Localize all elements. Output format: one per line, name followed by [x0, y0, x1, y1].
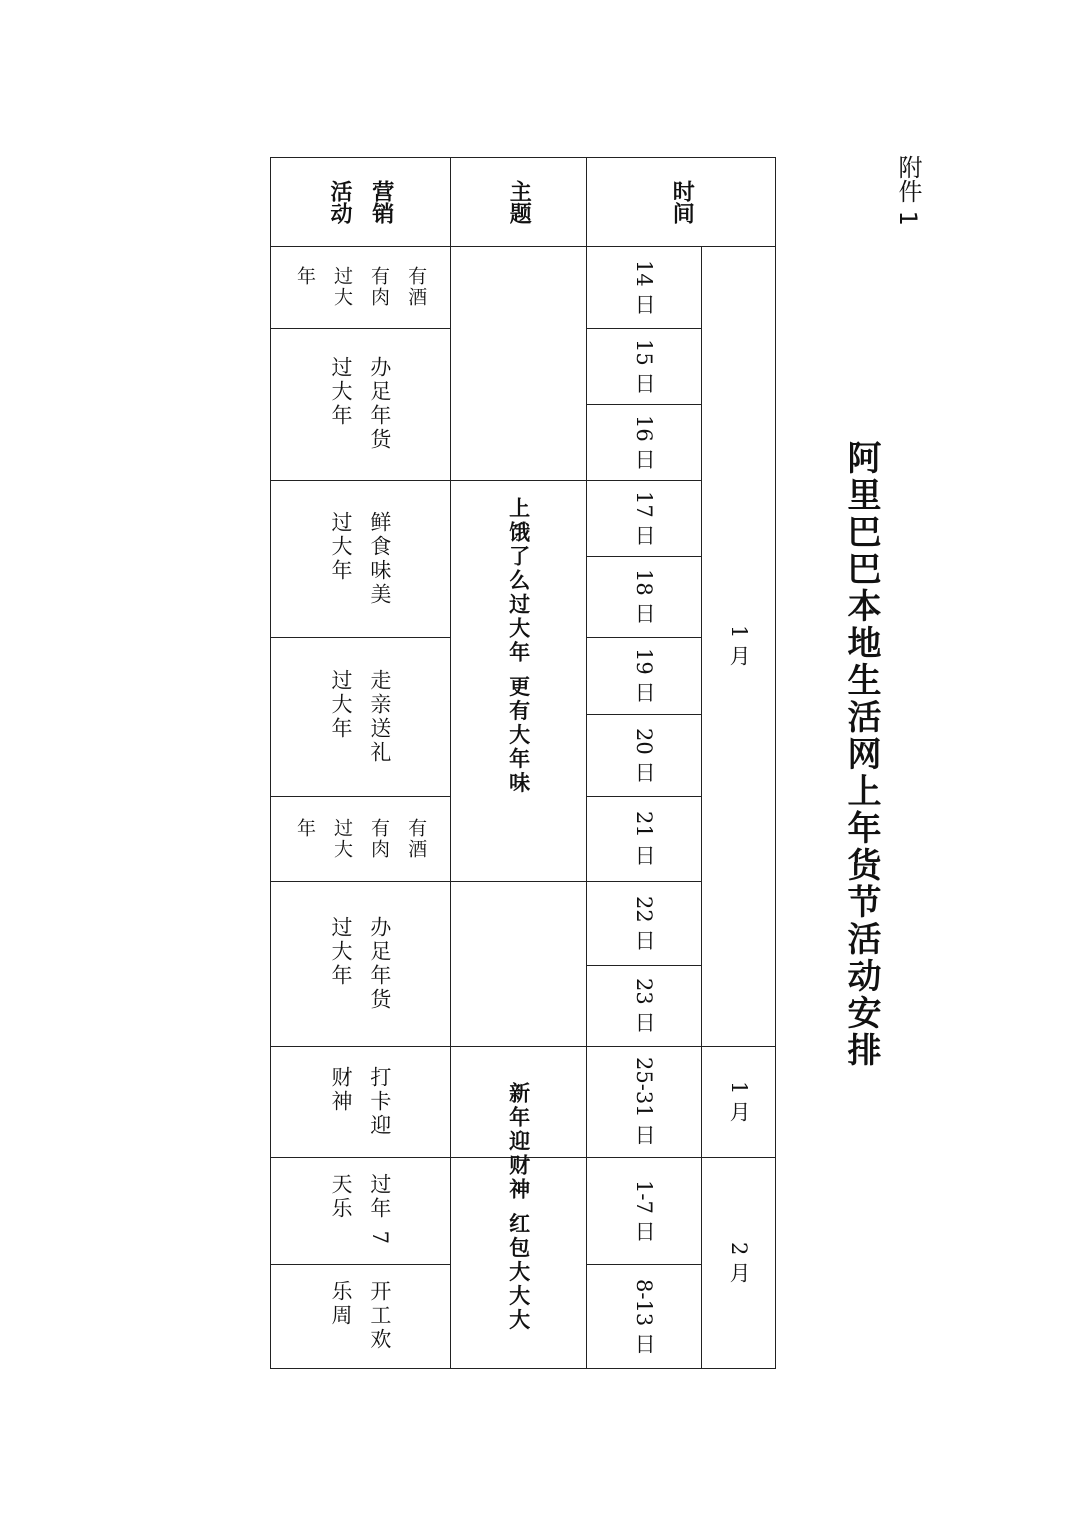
day-cell: 20 日 — [632, 727, 657, 783]
day-cell: 14 日 — [632, 259, 657, 315]
month-cell: 1 月 — [727, 625, 752, 667]
theme-cell: 上饿了么过大年 更有大年味 — [506, 496, 531, 796]
day-cell: 19 日 — [632, 648, 657, 703]
theme-cell: 新年迎财神 红包大大大 — [506, 1081, 531, 1333]
day-cell: 23 日 — [632, 978, 657, 1033]
month-cell: 1 月 — [727, 1080, 752, 1123]
day-cell: 1-7 日 — [632, 1179, 657, 1242]
day-cell: 18 日 — [632, 569, 657, 624]
activity-cell: 有酒 有肉 过大 年 — [293, 266, 428, 308]
day-cell: 16 日 — [632, 414, 657, 470]
activity-cell: 办足年货 过大年 — [329, 356, 392, 452]
header-theme: 主题 — [506, 179, 532, 224]
day-cell: 22 日 — [632, 895, 657, 951]
document-title: 阿里巴巴本地生活网上年货节活动安排 — [841, 440, 881, 1069]
day-cell: 25-31 日 — [632, 1057, 657, 1146]
header-activity: 营销 活动 — [327, 179, 394, 224]
day-cell: 15 日 — [632, 338, 657, 394]
header-time: 时间 — [669, 179, 695, 224]
activity-cell: 开工欢 乐周 — [329, 1280, 392, 1352]
activity-cell: 办足年货 过大年 — [329, 915, 392, 1012]
activity-cell: 打卡迎 财神 — [329, 1065, 392, 1138]
activity-cell: 过年 7 天乐 — [329, 1173, 392, 1248]
day-cell: 17 日 — [632, 490, 657, 546]
activity-cell: 走亲送礼 过大年 — [329, 668, 392, 765]
day-cell: 21 日 — [632, 811, 657, 866]
schedule-table — [270, 157, 776, 1369]
activity-cell: 有酒 有肉 过大 年 — [293, 817, 428, 860]
month-cell: 2 月 — [727, 1241, 752, 1284]
day-cell: 8-13 日 — [632, 1278, 657, 1354]
attachment-label: 附件 1 — [894, 155, 922, 226]
activity-cell: 鲜食味美 过大年 — [329, 510, 392, 607]
